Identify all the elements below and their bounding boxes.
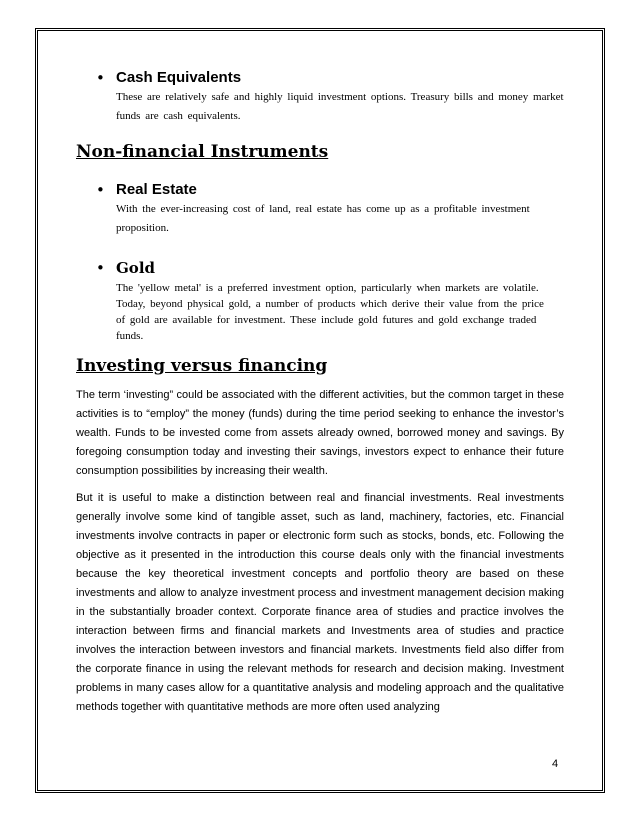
bullet-text: These are relatively safe and highly liquid investment options. Treasury bills and money market funds are cash equivalents. (116, 91, 564, 122)
page-number: 4 (552, 758, 559, 770)
paragraph-2: But it is useful to make a distinction between real and financial investments. Real investments generally involve some kind of tangible asset, such as land, machinery, factories, etc. Financial investments involve contracts in paper or electronic form such as stocks, bonds, etc. Following the objective as it presented in the introduction this course deals only with the financial investments because the key theoretical investment concepts and portfolio theory are based on these investments and allow to analyze investment process and investment management decision making in the substantially broader context. Corporate finance area of studies and practice involves the interaction between firms and financial markets and Investments area of studies and practice involves the interaction between investors and financial markets. Investments field also differ from the corporate finance in using the relevant methods for research and decision making. Investment problems in many cases allow for a quantitative analysis and modeling approach and the qualitative methods together with quantitative methods are more often used analyzing (76, 492, 564, 713)
bullet-cash-equivalents (96, 68, 564, 126)
bullet-title: Real Estate (116, 181, 197, 198)
bullet-title: Cash Equivalents (116, 69, 242, 86)
paragraph-1: The term ‘investing” could be associated with the different activities, but the common target in these activities is to “employ” the money (funds) during the time period seeking to enhance the investor’s wealth. Funds to be invested come from assets already owned, borrowed money and savings. By foregoing consumption today and investing their savings, investors expect to enhance their future consumption possibilities by increasing their wealth. (76, 389, 564, 477)
bullet-dot-icon: • (96, 181, 105, 199)
bullet-dot-icon: • (96, 69, 105, 87)
bullet-real-estate (96, 180, 564, 238)
bullet-gold (96, 258, 564, 344)
heading-investing-vs-financing: Investing versus financing (76, 356, 328, 376)
page-content (76, 68, 564, 717)
bullet-title: Gold (116, 259, 156, 277)
bullet-dot-icon: • (96, 259, 105, 277)
bullet-text: With the ever-increasing cost of land, real estate has come up as a profitable investment proposition. (116, 203, 530, 234)
heading-non-financial: Non-financial Instruments (76, 142, 329, 162)
bullet-text: The 'yellow metal' is a preferred investment option, particularly when markets are volatile. Today, beyond physical gold, a number of products which derive their value from the price of gold are available for investment. These include gold futures and gold exchange traded funds. (116, 282, 544, 342)
